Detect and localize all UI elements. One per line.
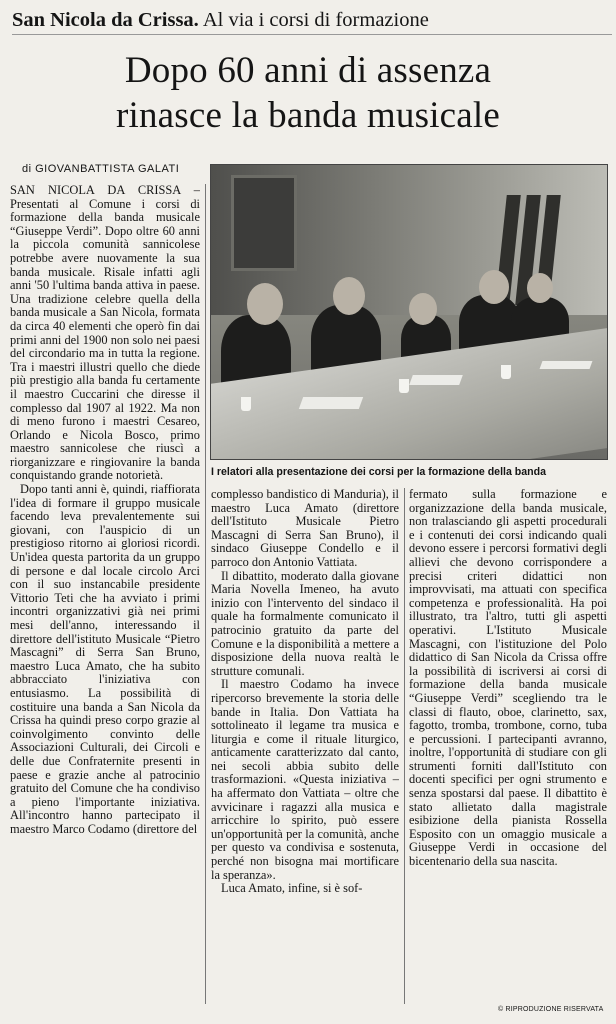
photo-cup (501, 365, 511, 379)
kicker-place: San Nicola da Crissa. (12, 9, 199, 31)
kicker (12, 8, 612, 35)
kicker-topic: Al via i corsi di formazione (202, 9, 429, 31)
column-divider (205, 184, 206, 1004)
article-column-2 (211, 488, 399, 998)
photo-head (333, 277, 365, 315)
paragraph: SAN NICOLA DA CRISSA – Presentati al Comune i corsi di formazione della banda musicale “Giuseppe Verdi”. Dopo oltre 60 anni la piccola comunità sannicolese potrebbe avere nuovamente la sua banda musicale. Risale infatti agli anni '50 l'ultima banda attiva in paese. Una tradizione celebre quella della banda musicale a San Nicola, formata da circa 40 elementi che operò fin dai primi anni del 1900 non solo nei paesi del circondario ma in tutta la regione. Tra i maestri illustri quello che diede più prestigio alla banda fu certamente il maestro Cuccarini che diresse il complesso dal 1907 al 1922. Ma non di meno furono i maestri Cesareo, Orlando e Nicola Bosco, primo maestro sannicolese che riuscì a riorganizzare e ringiovanire la banda conquistando grande notorietà. (10, 184, 200, 483)
paragraph: Luca Amato, infine, si è sof- (221, 881, 363, 896)
photo-cup (399, 379, 409, 393)
paragraph: Il dibattito, moderato dalla giovane Maria Novella Imeneo, ha avuto inizio con l'intervento del sindaco il quale ha formalmente comunicato il patrocinio gratuito da parte del Comune e la disponibilità a mettere a disposizione della nuova realtà le strutture comunali. (211, 568, 399, 678)
paragraph: fermato sulla formazione e organizzazione della banda musicale, non tralasciando gli aspetti procedurali e i contenuti dei corsi indicando quali devono essere i percorsi formativi degli allievi che devono corrispondere a precisi criteri didattici non improvvisati, ma attuati con specifica competenza e professionalità. Ha poi illustrato, tra l'altro, tutti gli aspetti operativi. L'Istituto Musicale Mascagni, con l'istituzione del Polo didattico di San Nicola da Crissa offre la possibilità di iscriversi ai corsi di formazione della banda musicale “Giuseppe Verdi” scegliendo tra le classi di flauto, oboe, clarinetto, sax, fagotto, tromba, trombone, corno, tuba e percussioni. I partecipanti avranno, inoltre, l'opportunità di studiare con gli strumenti forniti dall'Istituto con docenti specifici per ogni strumento e senza spostarsi dal paese. Il dibattito è stato allietato dalla magistrale esibizione della pianista Rossella Esposito con un omaggio musicale a Giuseppe Verdi in occasione del bicentenario della sua nascita. (409, 488, 607, 869)
paragraph: Il maestro Codamo ha invece ripercorso brevemente la storia delle bande in Italia. Don Vattiata ha sottolineato il legame tra musica e liturgia e come il rituale liturgico, anticamente caratterizzato dal canto, nei secoli abbia subito delle trasformazioni. «Questa iniziativa – ha affermato don Vattiata – oltre che avvicinare i ragazzi alla musica e arricchire lo spirito, può essere un'opportunità per la comunità, anche per questo va condivisa e sostenuta, perché non bisogna mai mortificare la speranza». (211, 677, 399, 882)
paragraph: Dopo tanti anni è, quindi, riaffiorata l'idea di formare il gruppo musicale facendo leva prevalentemente sui giovani, con l'auspicio di un prestigioso ritorno ai gloriosi ricordi. Un'idea questa partorita da un gruppo di persone e dal locale circolo Arci con il suo instancabile presidente Vittorio Teti che ha avviato i primi incontri organizzativi già nei primi mesi dell'anno, interessando il direttore dell'istituto Musicale “Pietro Mascagni” di Serra San Bruno, maestro Luca Amato, che ha subito abbracciato l'iniziativa con entusiasmo. La possibilità di costituire una banda a San Nicola da Crissa ha quindi preso corpo grazie al coinvolgimento convinto delle Associazioni Culturali, dei Circoli e delle due Confraternite presenti in paese e grazie anche al patrocinio gratuito del Comune che ha condiviso a pieno l'importante iniziativa. All'incontro hanno partecipato il maestro Marco Codamo (direttore del (10, 482, 200, 836)
article-column-3 (409, 488, 607, 1008)
column-divider (404, 488, 405, 1004)
paragraph: complesso bandistico di Manduria), il maestro Luca Amato (direttore dell'Istituto Musicale Pietro Mascagni di Serra San Bruno), il sindaco Giuseppe Condello e il parroco don Antonio Vattiata. (211, 488, 399, 569)
photo-paper (409, 375, 463, 385)
photo-head (409, 293, 437, 325)
photo-paper (299, 397, 363, 409)
copyright-notice: © RIPRODUZIONE RISERVATA (498, 1006, 604, 1013)
article-photo (210, 164, 608, 460)
headline-line-1: Dopo 60 anni di assenza (124, 50, 492, 91)
photo-window (231, 175, 297, 271)
photo-head (527, 273, 553, 303)
article-column-1 (10, 184, 200, 990)
photo-head (479, 270, 509, 304)
byline: di GIOVANBATTISTA GALATI (22, 163, 180, 175)
photo-paper (540, 361, 593, 369)
photo-cup (241, 397, 251, 411)
photo-head (247, 283, 283, 325)
headline-line-2: rinasce la banda musicale (115, 95, 501, 136)
photo-caption: I relatori alla presentazione dei corsi per la formazione della banda (211, 466, 546, 478)
